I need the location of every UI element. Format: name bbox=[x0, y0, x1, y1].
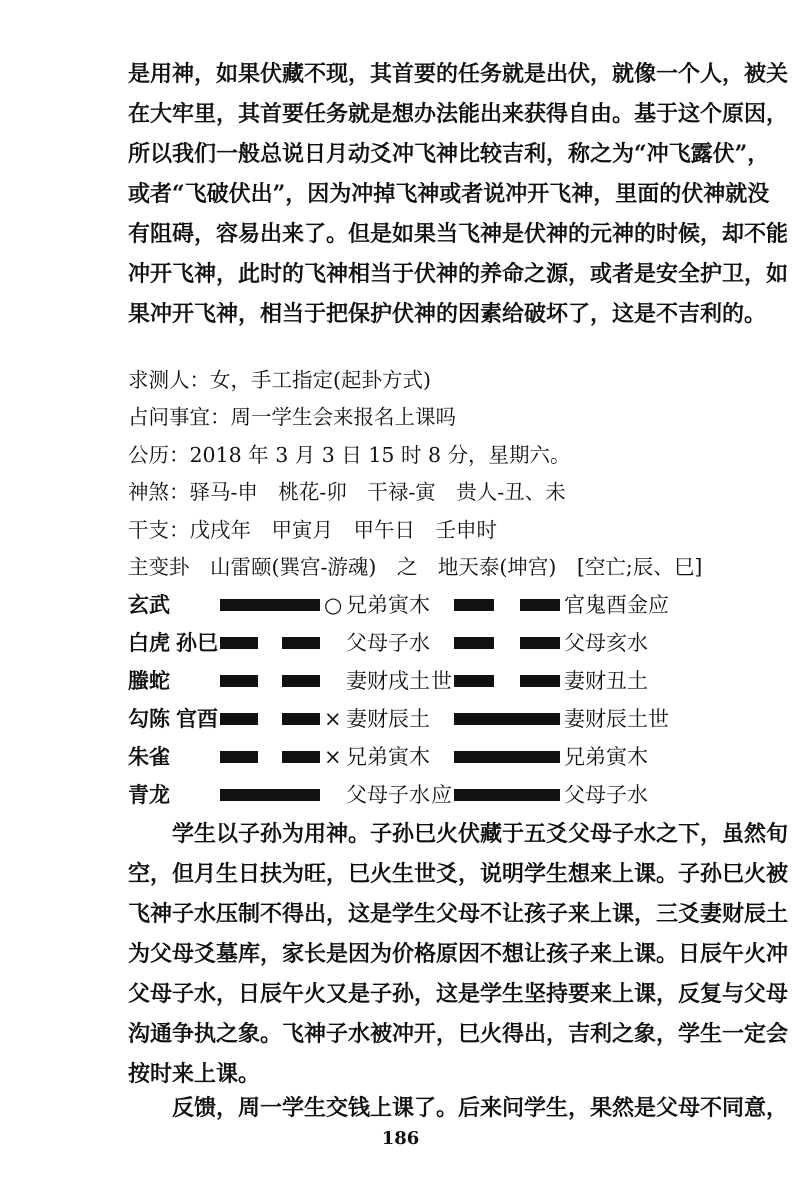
main-hexagram-yao bbox=[220, 662, 320, 700]
hexagram-row bbox=[128, 700, 768, 738]
six-spirit-label: 朱雀 bbox=[128, 744, 170, 769]
changed-hexagram-yao bbox=[454, 586, 560, 624]
paragraph-fuyin-explanation bbox=[128, 54, 789, 334]
moving-yao-mark: × bbox=[324, 745, 342, 769]
hexagram-row bbox=[128, 776, 768, 814]
hexagram-row bbox=[128, 738, 768, 776]
main-hexagram-yao bbox=[220, 738, 320, 776]
hexagram-row bbox=[128, 662, 768, 700]
asker-line: 求测人：女，手工指定(起卦方式) bbox=[128, 368, 431, 392]
main-line-label: 妻财辰土 bbox=[346, 707, 430, 731]
yin-line-bar bbox=[454, 675, 494, 687]
main-hexagram-yao bbox=[220, 776, 320, 814]
yin-line-bar bbox=[520, 675, 560, 687]
six-spirit-label: 玄武 bbox=[128, 592, 170, 617]
moving-yao-mark: ○ bbox=[324, 593, 343, 617]
yin-line-bar bbox=[520, 637, 560, 649]
changed-hexagram-yao bbox=[454, 776, 560, 814]
text-line: 果冲开飞神，相当于把保护伏神的因素给破坏了，这是不吉利的。 bbox=[128, 301, 767, 327]
six-spirit-label: 白虎 bbox=[128, 630, 170, 655]
ganzhi-line: 干支：戊戌年 甲寅月 甲午日 壬申时 bbox=[128, 517, 497, 542]
hexagram-row bbox=[128, 624, 768, 662]
text-line: 有阻碍，容易出来了。但是如果当飞神是伏神的元神的时候，却不能 bbox=[128, 221, 789, 247]
text-line: 为父母爻墓库，家长是因为价格原因不想让孩子来上课。日辰午火冲 bbox=[128, 941, 789, 967]
changed-line-label: 官鬼酉金应 bbox=[564, 593, 669, 617]
changed-line-label: 父母亥水 bbox=[564, 631, 648, 655]
text-line: 冲开飞神，此时的飞神相当于伏神的养命之源，或者是安全护卫，如 bbox=[128, 261, 789, 287]
text-line: 父母子水，日辰午火又是子孙，这是学生坚持要来上课，反复与父母 bbox=[128, 981, 789, 1007]
shensha-line: 神煞：驿马-申 桃花-卯 干禄-寅 贵人-丑、未 bbox=[128, 480, 566, 505]
yin-line-bar bbox=[282, 713, 320, 725]
main-line-label: 兄弟寅木 bbox=[346, 745, 430, 769]
changed-hexagram-yao bbox=[454, 738, 560, 776]
hidden-spirit-label: 孙巳 bbox=[176, 630, 218, 655]
text-line: 或者“飞破伏出”，因为冲掉飞神或者说冲开飞神，里面的伏神就没 bbox=[128, 181, 770, 207]
yin-line-bar bbox=[454, 599, 494, 611]
text-line: 空，但月生日扶为旺，巳火生世爻，说明学生想来上课。子孙巳火被 bbox=[128, 861, 789, 887]
paragraph-feedback bbox=[128, 1088, 789, 1128]
yin-line-bar bbox=[282, 675, 320, 687]
changed-line-label: 妻财丑土 bbox=[564, 669, 648, 693]
yin-line-bar bbox=[520, 599, 560, 611]
yin-line-bar bbox=[282, 751, 320, 763]
text-line: 反馈，周一学生交钱上课了。后来问学生，果然是父母不同意， bbox=[172, 1095, 789, 1121]
changed-hexagram-yao bbox=[454, 700, 560, 738]
changed-line-label: 妻财辰土世 bbox=[564, 707, 669, 731]
text-line: 按时来上课。 bbox=[128, 1061, 261, 1087]
yang-line-bar bbox=[454, 751, 560, 763]
page-number: 186 bbox=[381, 1128, 420, 1149]
yin-line-bar bbox=[282, 637, 320, 649]
main-hexagram-yao bbox=[220, 700, 320, 738]
text-line: 学生以子孙为用神。子孙巳火伏藏于五爻父母子水之下，虽然旬 bbox=[172, 821, 789, 847]
text-line: 所以我们一般总说日月动爻冲飞神比较吉利，称之为“冲飞露伏”， bbox=[128, 141, 770, 167]
main-line-label: 兄弟寅木 bbox=[346, 593, 430, 617]
yang-line-bar bbox=[454, 789, 560, 801]
hexagram-table bbox=[128, 586, 768, 814]
gua-line: 主变卦 山雷颐(巽宫-游魂) 之 地天泰(坤宫) [空亡;辰、巳] bbox=[128, 555, 703, 580]
yin-line-bar bbox=[220, 751, 258, 763]
yang-line-bar bbox=[220, 599, 320, 611]
yang-line-bar bbox=[454, 713, 560, 725]
six-spirit-label: 青龙 bbox=[128, 782, 170, 807]
main-hexagram-yao bbox=[220, 624, 320, 662]
changed-line-label: 兄弟寅木 bbox=[564, 745, 648, 769]
changed-line-label: 父母子水 bbox=[564, 783, 648, 807]
yin-line-bar bbox=[220, 713, 258, 725]
hidden-spirit-label: 官酉 bbox=[176, 706, 218, 731]
hexagram-row bbox=[128, 586, 768, 624]
text-line: 是用神，如果伏藏不现，其首要的任务就是出伏，就像一个人，被关 bbox=[128, 61, 789, 87]
case-info bbox=[128, 362, 768, 586]
shi-ying-mark: 应 bbox=[431, 783, 452, 807]
text-line: 在大牢里，其首要任务就是想办法能出来获得自由。基于这个原因， bbox=[128, 101, 789, 127]
shi-ying-mark: 世 bbox=[431, 669, 452, 693]
moving-yao-mark: × bbox=[324, 707, 342, 731]
question-line: 占问事宜：周一学生会来报名上课吗 bbox=[128, 405, 456, 430]
main-hexagram-yao bbox=[220, 586, 320, 624]
main-line-label: 父母子水 bbox=[346, 783, 430, 807]
six-spirit-label: 螣蛇 bbox=[128, 668, 170, 693]
six-spirit-label: 勾陈 bbox=[128, 706, 170, 731]
yin-line-bar bbox=[220, 675, 258, 687]
changed-hexagram-yao bbox=[454, 662, 560, 700]
changed-hexagram-yao bbox=[454, 624, 560, 662]
yang-line-bar bbox=[220, 789, 320, 801]
yin-line-bar bbox=[454, 637, 494, 649]
paragraph-analysis bbox=[128, 814, 789, 1094]
main-line-label: 父母子水 bbox=[346, 631, 430, 655]
text-line: 沟通争执之象。飞神子水被冲开，巳火得出，吉利之象，学生一定会 bbox=[128, 1021, 789, 1047]
date-line: 公历：2018 年 3 月 3 日 15 时 8 分，星期六。 bbox=[128, 442, 571, 467]
main-line-label: 妻财戌土 bbox=[346, 669, 430, 693]
yin-line-bar bbox=[220, 637, 258, 649]
text-line: 飞神子水压制不得出，这是学生父母不让孩子来上课，三爻妻财辰土 bbox=[128, 901, 789, 927]
